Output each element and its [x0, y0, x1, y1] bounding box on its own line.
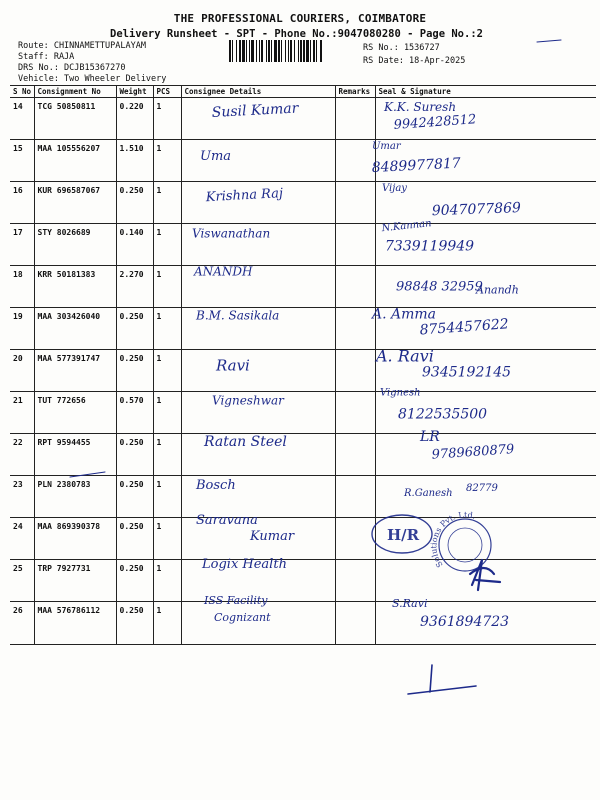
cell-pcs: 1 [153, 350, 181, 392]
handwritten-consignee: Cognizant [214, 611, 271, 625]
barcode-bar [303, 40, 305, 62]
cell-weight: 0.250 [116, 434, 153, 476]
table-row [10, 434, 596, 476]
cell-consignee [181, 350, 335, 392]
barcode-bar [290, 40, 292, 62]
barcode-bar [242, 40, 245, 62]
cell-consignment: KRR 50181383 [34, 266, 116, 308]
handwritten-consignee: Vigneshwar [212, 393, 284, 408]
cell-weight: 0.220 [116, 98, 153, 140]
cell-consignee [181, 308, 335, 350]
drs-label: DRS No.: DCJB15367270 [18, 63, 126, 73]
cell-sno: 20 [10, 350, 34, 392]
cell-consignee [181, 392, 335, 434]
barcode-bar [278, 40, 280, 62]
cell-consignee [181, 182, 335, 224]
handwritten-consignee: Viswanathan [192, 226, 271, 241]
cell-sno: 25 [10, 560, 34, 602]
cell-weight: 0.250 [116, 518, 153, 560]
column-header-pcs: PCS [153, 86, 181, 98]
handwritten-phone: 8754457622 [419, 316, 510, 339]
handwritten-consignee: Bosch [196, 477, 236, 493]
table-row [10, 140, 596, 182]
barcode-image [228, 40, 344, 62]
cell-remarks [335, 560, 375, 602]
barcode-bar [236, 40, 237, 62]
handwritten-signature: N.Kannan [381, 218, 433, 235]
handwritten-consignee: Logix Health [202, 557, 287, 573]
cell-consignment: TUT 772656 [34, 392, 116, 434]
stamp-initials: H/R [387, 526, 420, 544]
cell-consignee [181, 560, 335, 602]
staff-label: Staff: RAJA [18, 52, 75, 62]
cell-consignment: MAA 576786112 [34, 602, 116, 645]
barcode-bar [316, 40, 317, 62]
cell-signature [375, 308, 596, 350]
cell-consignee [181, 266, 335, 308]
barcode-bar [251, 40, 254, 62]
cell-remarks [335, 266, 375, 308]
cell-pcs: 1 [153, 266, 181, 308]
cell-consignment: TCG 50850811 [34, 98, 116, 140]
handwritten-consignee: Krishna Raj [205, 186, 284, 206]
table-row [10, 602, 596, 645]
cell-remarks [335, 182, 375, 224]
cell-signature [375, 350, 596, 392]
cell-signature [375, 266, 596, 308]
handwritten-phone: 8122535500 [398, 406, 488, 423]
cell-remarks [335, 476, 375, 518]
bottom-signature [408, 665, 476, 694]
cell-sno: 26 [10, 602, 34, 645]
cell-signature [375, 98, 596, 140]
cell-consignee [181, 434, 335, 476]
column-header-consignee: Consignee Details [181, 86, 335, 98]
table-row [10, 392, 596, 434]
cell-consignee [181, 140, 335, 182]
barcode-bar [298, 40, 299, 62]
handwritten-signature: A. Amma [372, 306, 437, 323]
cell-consignee [181, 476, 335, 518]
vehicle-label: Vehicle: Two Wheeler Delivery [18, 74, 167, 84]
handwritten-phone: 9047077869 [431, 200, 522, 220]
column-header-signature: Seal & Signature [375, 86, 596, 98]
handwritten-phone: 9345192145 [422, 364, 512, 381]
cell-signature [375, 602, 596, 645]
barcode-bar [259, 40, 260, 62]
handwritten-consignee: ISS Facility [204, 594, 268, 608]
cell-consignment: MAA 105556207 [34, 140, 116, 182]
barcode-bar [306, 40, 309, 62]
barcode-bar [256, 40, 257, 62]
cell-consignment: PLN 2380783 [34, 476, 116, 518]
cell-signature [375, 560, 596, 602]
cell-sno: 23 [10, 476, 34, 518]
barcode-bar [246, 40, 247, 62]
cell-consignment: TRP 7927731 [34, 560, 116, 602]
handwritten-phone: 7339119949 [385, 238, 475, 255]
cell-weight: 0.250 [116, 476, 153, 518]
cell-consignee [181, 518, 335, 560]
cell-sno: 24 [10, 518, 34, 560]
cell-pcs: 1 [153, 518, 181, 560]
barcode-bar [281, 40, 282, 62]
table-row [10, 518, 596, 560]
handwritten-consignee: Susil Kumar [211, 100, 299, 121]
handwritten-signature: Vijay [382, 183, 407, 195]
cell-signature [375, 140, 596, 182]
cell-pcs: 1 [153, 560, 181, 602]
cell-weight: 0.250 [116, 350, 153, 392]
cell-consignment: MAA 577391747 [34, 350, 116, 392]
cell-weight: 2.270 [116, 266, 153, 308]
barcode-bar [249, 40, 250, 62]
barcode-bar [300, 40, 302, 62]
cell-signature [375, 182, 596, 224]
rs-number: RS No.: 1536727 [363, 43, 440, 53]
cell-remarks [335, 602, 375, 645]
barcode-bar [229, 40, 231, 62]
cell-remarks [335, 98, 375, 140]
handwritten-signature: Umar [372, 141, 401, 153]
cell-sno: 21 [10, 392, 34, 434]
cell-consignment: MAA 869390378 [34, 518, 116, 560]
barcode-bar [239, 40, 241, 62]
barcode-bar [313, 40, 315, 62]
barcode-bar [271, 40, 272, 62]
pen-mark [535, 36, 565, 46]
cell-remarks [335, 518, 375, 560]
table-row [10, 476, 596, 518]
barcode-bar [310, 40, 311, 62]
cell-sno: 15 [10, 140, 34, 182]
cell-pcs: 1 [153, 308, 181, 350]
handwritten-consignee: B.M. Sasikala [196, 308, 280, 323]
cell-consignment: MAA 303426040 [34, 308, 116, 350]
cell-consignee [181, 602, 335, 645]
cell-remarks [335, 434, 375, 476]
company-title: THE PROFESSIONAL COURIERS, COIMBATORE [173, 12, 427, 25]
handwritten-phone: 9361894723 [420, 614, 510, 631]
barcode-bar [232, 40, 233, 62]
barcode-bar [266, 40, 267, 62]
cell-remarks [335, 308, 375, 350]
handwritten-signature: R.Ganesh [404, 487, 453, 499]
cell-signature [375, 392, 596, 434]
stamp-text: Solutions Pvt. Ltd. [429, 510, 477, 570]
handwritten-consignee: Saravana [196, 513, 258, 528]
handwritten-phone: 9789680879 [431, 442, 515, 463]
cell-remarks [335, 350, 375, 392]
runsheet-subtitle: Delivery Runsheet - SPT - Phone No.:9047080280 - Page No.:2 [110, 28, 483, 40]
table-row [10, 350, 596, 392]
column-header-remarks: Remarks [335, 86, 375, 98]
handwritten-consignee: Uma [200, 149, 232, 165]
cell-weight: 0.250 [116, 560, 153, 602]
barcode-bar [320, 40, 322, 62]
column-header-weight: Weight [116, 86, 153, 98]
barcode-bar [288, 40, 289, 62]
cell-remarks [335, 140, 375, 182]
table-row [10, 308, 596, 350]
handwritten-signature: LR [420, 428, 440, 445]
handwritten-signature: Vignesh [380, 387, 421, 399]
cell-consignment: KUR 696587067 [34, 182, 116, 224]
cell-sno: 17 [10, 224, 34, 266]
runsheet-table [10, 85, 596, 645]
cell-consignee [181, 98, 335, 140]
cell-pcs: 1 [153, 434, 181, 476]
table-header-row [10, 86, 596, 98]
route-label: Route: CHINNAMETTUPALAYAM [18, 41, 146, 51]
cell-signature [375, 518, 596, 560]
barcode-bar [268, 40, 270, 62]
cell-sno: 19 [10, 308, 34, 350]
column-header-sno: S No [10, 86, 34, 98]
column-header-consignment: Consignment No [34, 86, 116, 98]
cell-weight: 0.570 [116, 392, 153, 434]
cell-signature [375, 224, 596, 266]
cell-remarks [335, 392, 375, 434]
cell-weight: 0.250 [116, 602, 153, 645]
handwritten-consignee: Ratan Steel [204, 433, 287, 450]
table-row [10, 266, 596, 308]
cell-pcs: 1 [153, 392, 181, 434]
cell-pcs: 1 [153, 476, 181, 518]
handwritten-signature: A. Ravi [376, 346, 434, 366]
cell-remarks [335, 224, 375, 266]
table-row [10, 98, 596, 140]
cell-pcs: 1 [153, 182, 181, 224]
barcode-bar [294, 40, 295, 62]
cell-weight: 1.510 [116, 140, 153, 182]
handwritten-phone: 82779 [466, 482, 498, 494]
runsheet-rows [10, 98, 596, 645]
barcode-bar [285, 40, 286, 62]
cell-sno: 16 [10, 182, 34, 224]
cell-signature [375, 434, 596, 476]
cell-weight: 0.140 [116, 224, 153, 266]
cell-sno: 14 [10, 98, 34, 140]
handwritten-signature: S.Ravi [392, 597, 428, 611]
cell-pcs: 1 [153, 140, 181, 182]
table-row [10, 182, 596, 224]
rs-date: RS Date: 18-Apr-2025 [363, 56, 466, 66]
handwritten-signature: Anandh [476, 283, 519, 297]
handwritten-phone: 9942428512 [393, 112, 477, 133]
cell-consignee [181, 224, 335, 266]
cell-pcs: 1 [153, 98, 181, 140]
handwritten-phone: 8489977817 [371, 155, 462, 177]
cell-signature [375, 476, 596, 518]
cell-consignment: RPT 9594455 [34, 434, 116, 476]
handwritten-phone: 98848 32959 [396, 279, 483, 295]
barcode-bar [274, 40, 277, 62]
cell-weight: 0.250 [116, 182, 153, 224]
table-row [10, 224, 596, 266]
cell-weight: 0.250 [116, 308, 153, 350]
cell-consignment: STY 8026689 [34, 224, 116, 266]
handwritten-consignee: Kumar [250, 529, 295, 544]
table-row [10, 560, 596, 602]
barcode-bar [261, 40, 263, 62]
cell-pcs: 1 [153, 602, 181, 645]
cell-pcs: 1 [153, 224, 181, 266]
cell-sno: 22 [10, 434, 34, 476]
handwritten-signature: K.K. Suresh [384, 100, 457, 114]
handwritten-consignee: ANANDH [194, 264, 253, 279]
handwritten-consignee: Ravi [216, 356, 250, 375]
cell-sno: 18 [10, 266, 34, 308]
